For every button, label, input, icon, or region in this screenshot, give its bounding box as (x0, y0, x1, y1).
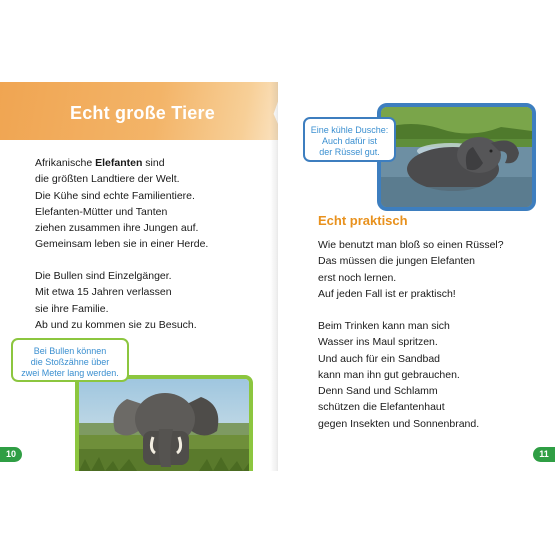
text-line: Denn Sand und Schlamm (318, 385, 438, 398)
text-line (35, 155, 208, 171)
elephant-bath-photo (377, 103, 536, 211)
callout-line: zwei Meter lang werden. (21, 368, 119, 378)
right-paragraph-2 (318, 318, 479, 432)
callout-line: der Rüssel gut. (319, 147, 380, 157)
text-fragment: Afrikanische (35, 157, 96, 169)
left-paragraph-1 (35, 155, 208, 253)
text-line: Ab und zu kommen sie zu Besuch. (35, 318, 197, 331)
text-line: schützen die Elefantenhaut (318, 401, 445, 414)
bold-term: Elefanten (95, 157, 143, 169)
callout-shower (303, 117, 396, 162)
text-line: Das müssen die jungen Elefanten (318, 255, 476, 268)
text-line: Wasser ins Maul spritzen. (318, 336, 438, 349)
book-spread (0, 82, 555, 471)
text-line: Mit etwa 15 Jahren verlassen (35, 286, 172, 299)
callout-line: Eine kühle Dusche: (310, 125, 389, 135)
elephant-bull-illustration (79, 379, 249, 471)
callout-line: Auch dafür ist (321, 136, 378, 146)
section-title: Echt praktisch (318, 213, 408, 228)
right-page (278, 82, 555, 471)
text-line: die größten Landtiere der Welt. (35, 173, 180, 186)
text-line: Die Kühe sind echte Familientiere. (35, 189, 195, 202)
text-line: Die Bullen sind Einzelgänger. (35, 270, 172, 282)
elephant-bath-illustration (381, 107, 532, 207)
page-number-right: 11 (533, 447, 555, 462)
text-line: sie ihre Familie. (35, 302, 109, 315)
text-line: kann man ihn gut gebrauchen. (318, 368, 460, 381)
text-line: ziehen zusammen ihre Jungen auf. (35, 222, 199, 235)
page-title: Echt große Tiere (70, 103, 215, 123)
text-line: erst noch lernen. (318, 271, 397, 284)
left-paragraph-2 (35, 268, 197, 333)
right-paragraph-1 (318, 237, 504, 302)
callout-tusks (11, 338, 129, 382)
left-page (0, 82, 277, 471)
text-line: Elefanten-Mütter und Tanten (35, 205, 168, 218)
text-fragment: sind (142, 157, 165, 169)
text-line: Gemeinsam leben sie in einer Herde. (35, 238, 209, 251)
text-line: Auf jeden Fall ist er praktisch! (318, 287, 456, 300)
text-line: Beim Trinken kann man sich (318, 320, 450, 332)
page-number-left: 10 (0, 447, 22, 462)
text-line: gegen Insekten und Sonnenbrand. (318, 417, 480, 430)
elephant-bull-photo (75, 375, 253, 471)
callout-line: Bei Bullen können (33, 346, 107, 356)
callout-line: die Stoßzähne über (30, 357, 110, 367)
text-line: Wie benutzt man bloß so einen Rüssel? (318, 239, 504, 251)
text-line: Und auch für ein Sandbad (318, 352, 441, 365)
